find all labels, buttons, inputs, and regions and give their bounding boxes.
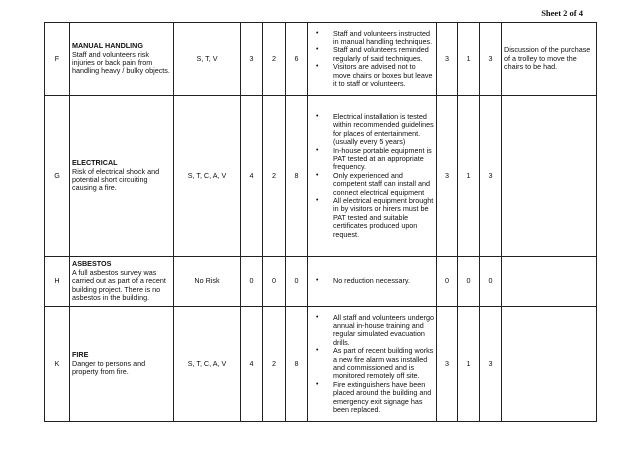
control-measures: [308, 96, 437, 257]
residual-risk: 3: [480, 307, 502, 422]
residual-risk: 3: [480, 96, 502, 257]
hazard-description: Risk of electrical shock and potential short circuiting causing a fire.: [72, 166, 160, 193]
severity: 0: [263, 257, 286, 307]
residual-likelihood: 0: [437, 257, 458, 307]
control-item: • No reduction necessary.: [310, 277, 434, 285]
severity: 2: [263, 23, 286, 96]
control-measures: [308, 257, 437, 307]
control-measures: [308, 307, 437, 422]
severity: 2: [263, 307, 286, 422]
control-item: • All staff and volunteers undergo annual in-house training and regular simulated evacuation drills.: [310, 314, 434, 348]
further-action: [502, 96, 597, 257]
residual-severity: 1: [458, 96, 480, 257]
residual-likelihood: 3: [437, 96, 458, 257]
risk-rating: 8: [286, 307, 308, 422]
control-item: • In-house portable equipment is PAT tested at an appropriate frequency.: [310, 147, 434, 172]
table-row: [45, 257, 597, 307]
row-letter: K: [45, 307, 70, 422]
control-item: • Staff and volunteers instructed in manual handling techniques.: [310, 30, 434, 47]
residual-severity: 1: [458, 23, 480, 96]
table-row: [45, 307, 597, 422]
persons-at-risk: S, T, V: [174, 23, 241, 96]
residual-likelihood: 3: [437, 307, 458, 422]
risk-rating: 0: [286, 257, 308, 307]
likelihood: 3: [241, 23, 263, 96]
control-item: • As part of recent building works a new fire alarm was installed and commissioned and is monitored remotely off site.: [310, 347, 434, 381]
likelihood: 0: [241, 257, 263, 307]
hazard-description: Danger to persons and property from fire.: [72, 358, 146, 377]
hazard-title: ASBESTOS: [72, 259, 112, 269]
hazard-title: FIRE: [72, 350, 89, 360]
further-action: Discussion of the purchase of a trolley to move the chairs to be had.: [502, 23, 597, 96]
control-item: • Only experienced and competent staff can install and connect electrical equipment: [310, 172, 434, 197]
sheet-number: Sheet 2 of 4: [541, 8, 583, 18]
risk-assessment-table: [44, 22, 597, 422]
persons-at-risk: S, T, C, A, V: [174, 307, 241, 422]
residual-risk: 3: [480, 23, 502, 96]
control-item: • All electrical equipment brought in by visitors or hirers must be PAT tested and suitable certificates produced upon request.: [310, 197, 434, 239]
hazard-cell: [70, 23, 174, 96]
control-item: • Staff and volunteers reminded regularly of said techniques.: [310, 46, 434, 63]
residual-severity: 1: [458, 307, 480, 422]
further-action: [502, 257, 597, 307]
further-action: [502, 307, 597, 422]
residual-risk: 0: [480, 257, 502, 307]
control-item: • Electrical installation is tested within recommended guidelines for places of entertainment. (usually every 5 years): [310, 113, 434, 147]
persons-at-risk: S, T, C, A, V: [174, 96, 241, 257]
hazard-description: Staff and volunteers risk injuries or back pain from handling heavy / bulky objects.: [72, 49, 170, 76]
table-row: [45, 23, 597, 96]
hazard-cell: [70, 307, 174, 422]
control-item: • Fire extinguishers have been placed around the building and emergency exit signage has been replaced.: [310, 381, 434, 415]
hazard-description: A full asbestos survey was carried out as part of a recent building project. There is no asbestos in the building.: [72, 267, 166, 303]
hazard-cell: [70, 257, 174, 307]
likelihood: 4: [241, 307, 263, 422]
severity: 2: [263, 96, 286, 257]
row-letter: H: [45, 257, 70, 307]
control-measures: [308, 23, 437, 96]
hazard-cell: [70, 96, 174, 257]
row-letter: G: [45, 96, 70, 257]
control-item: • Visitors are advised not to move chairs or boxes but leave it to staff or volunteers.: [310, 63, 434, 88]
row-letter: F: [45, 23, 70, 96]
table-row: [45, 96, 597, 257]
persons-at-risk: No Risk: [174, 257, 241, 307]
likelihood: 4: [241, 96, 263, 257]
hazard-title: ELECTRICAL: [72, 158, 118, 168]
residual-likelihood: 3: [437, 23, 458, 96]
hazard-title: MANUAL HANDLING: [72, 41, 143, 51]
risk-rating: 6: [286, 23, 308, 96]
risk-rating: 8: [286, 96, 308, 257]
residual-severity: 0: [458, 257, 480, 307]
